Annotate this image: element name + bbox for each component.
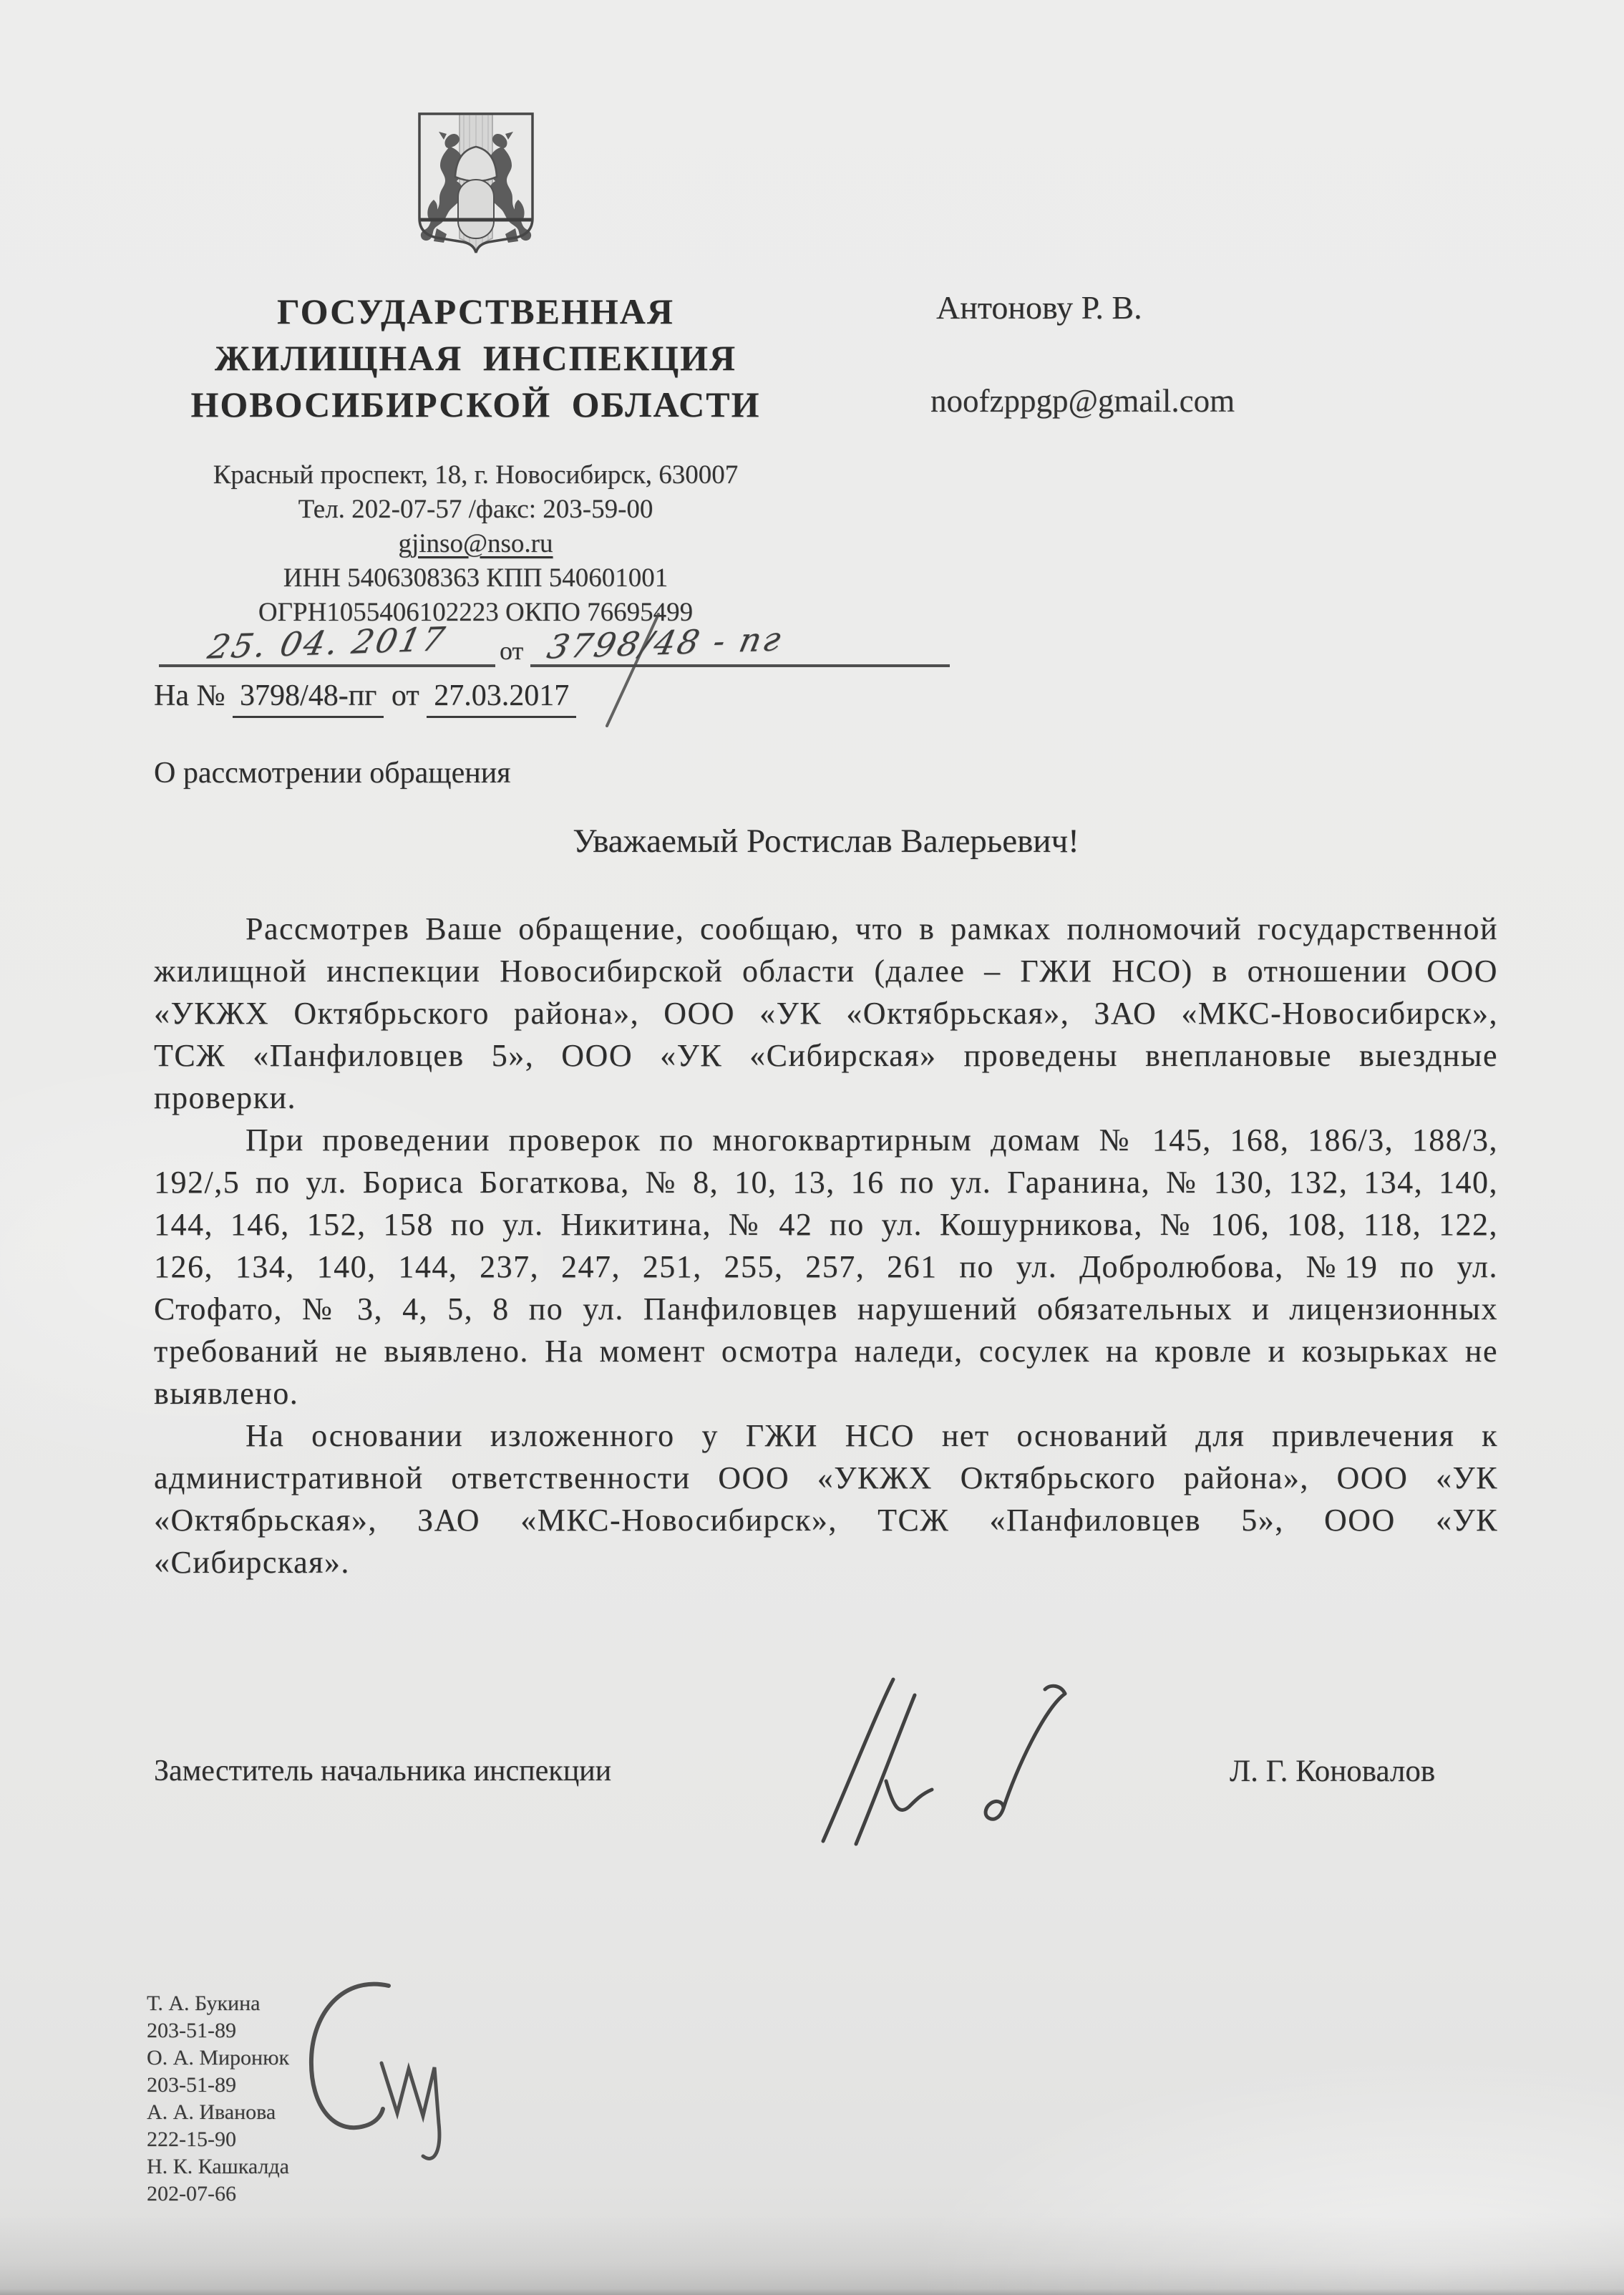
org-address: Красный проспект, 18, г. Новосибирск, 630007 bbox=[213, 460, 739, 490]
handwritten-outgoing-number: 3798/48 - пг bbox=[544, 619, 787, 666]
ref-prefix: На № bbox=[154, 679, 225, 712]
letter-body bbox=[154, 908, 1498, 1583]
coat-of-arms-novosibirsk-icon bbox=[414, 111, 538, 254]
handwritten-outgoing-date: 25. 04. 2017 bbox=[204, 619, 450, 666]
org-ogrn-okpo: ОГРН1055406102223 ОКПО 76695499 bbox=[258, 598, 694, 627]
contact-phone: 202-07-66 bbox=[147, 2182, 236, 2206]
recipient-email: noofzppgp@gmail.com bbox=[930, 383, 1235, 419]
org-name-line-1: ГОСУДАРСТВЕННАЯ bbox=[277, 291, 674, 331]
contact-name: Н. К. Кашкалда bbox=[147, 2155, 289, 2178]
contact-name: А. А. Иванова bbox=[147, 2100, 276, 2124]
handwritten-initials-scribble bbox=[297, 1970, 512, 2163]
org-inn-kpp: ИНН 5406308363 КПП 540601001 bbox=[283, 563, 668, 593]
signer-title: Заместитель начальника инспекции bbox=[154, 1755, 612, 1787]
scan-edge-shadow bbox=[0, 2216, 1624, 2295]
org-name-line-3: НОВОСИБИРСКОЙ ОБЛАСТИ bbox=[190, 384, 761, 424]
organization-name bbox=[152, 288, 799, 428]
contact-phone: 203-51-89 bbox=[147, 2073, 236, 2097]
signature-scribble bbox=[802, 1661, 1109, 1854]
org-email: gjinso@nso.ru bbox=[398, 529, 553, 558]
ref-ot: от bbox=[391, 679, 419, 712]
ref-number: 3798/48-пг bbox=[233, 679, 384, 718]
ot-label: от bbox=[500, 636, 524, 665]
subject-line: О рассмотрении обращения bbox=[154, 757, 511, 790]
body-paragraph-3: На основании изложенного у ГЖИ НСО нет оснований для привлечения к административной ответственности ООО «УКЖХ Октябрьского района», ООО «УК «Октябрьская», ЗАО «МКС-Новосибирск», ТСЖ «Панфиловцев 5», ООО «УК «Сибирская». bbox=[154, 1418, 1498, 1580]
body-paragraph-2: При проведении проверок по многоквартирным домам № 145, 168, 186/3, 188/3, 192/,5 по ул. Бориса Богаткова, № 8, 10, 13, 16 по ул. Гаранина, № 130, 132, 134, 140, 144, 146, 152, 158 по ул. Никитина, № 42 по ул. Кошурникова, № 106, 108, 118, 122, 126, 134, 140, 144, 237, 247, 251, 255, 257, 261 по ул. Добролюбова, №19 по ул. Стофато, № 3, 4, 5, 8 по ул. Панфиловцев нарушений обязательных и лицензионных требований не выявлено. На момент осмотра наледи, сосулек на кровле и козырьках не выявлено. bbox=[154, 1122, 1498, 1411]
pen-slash-stroke bbox=[587, 610, 673, 732]
salutation: Уважаемый Ростислав Валерьевич! bbox=[573, 823, 1079, 860]
contact-name: Т. А. Букина bbox=[147, 1991, 261, 2015]
org-name-line-2: ЖИЛИЩНАЯ ИНСПЕКЦИЯ bbox=[214, 338, 737, 378]
registration-line bbox=[159, 620, 950, 667]
body-paragraph-1: Рассмотрев Ваше обращение, сообщаю, что в рамках полномочий государственной жилищной инспекции Новосибирской области (далее – ГЖИ НСО) в отношении ООО «УКЖХ Октябрьского района», ООО «УК «Октябрьская», ЗАО «МКС-Новосибирск», ТСЖ «Панфиловцев 5», ООО «УК «Сибирская» проведены внеплановые выездные проверки. bbox=[154, 911, 1498, 1115]
contact-persons bbox=[147, 1990, 289, 2208]
contact-name: О. А. Миронюк bbox=[147, 2046, 290, 2070]
org-contact-block bbox=[152, 458, 799, 630]
contact-phone: 222-15-90 bbox=[147, 2127, 236, 2151]
signer-name: Л. Г. Коновалов bbox=[1230, 1755, 1436, 1788]
reference-line bbox=[154, 679, 576, 713]
letterhead bbox=[152, 111, 799, 630]
outgoing-date-field bbox=[159, 619, 495, 667]
ref-date: 27.03.2017 bbox=[427, 679, 576, 718]
org-phone: Тел. 202-07-57 /факс: 203-59-00 bbox=[298, 495, 653, 524]
contact-phone: 203-51-89 bbox=[147, 2019, 236, 2042]
recipient-name: Антонову Р. В. bbox=[936, 289, 1142, 326]
